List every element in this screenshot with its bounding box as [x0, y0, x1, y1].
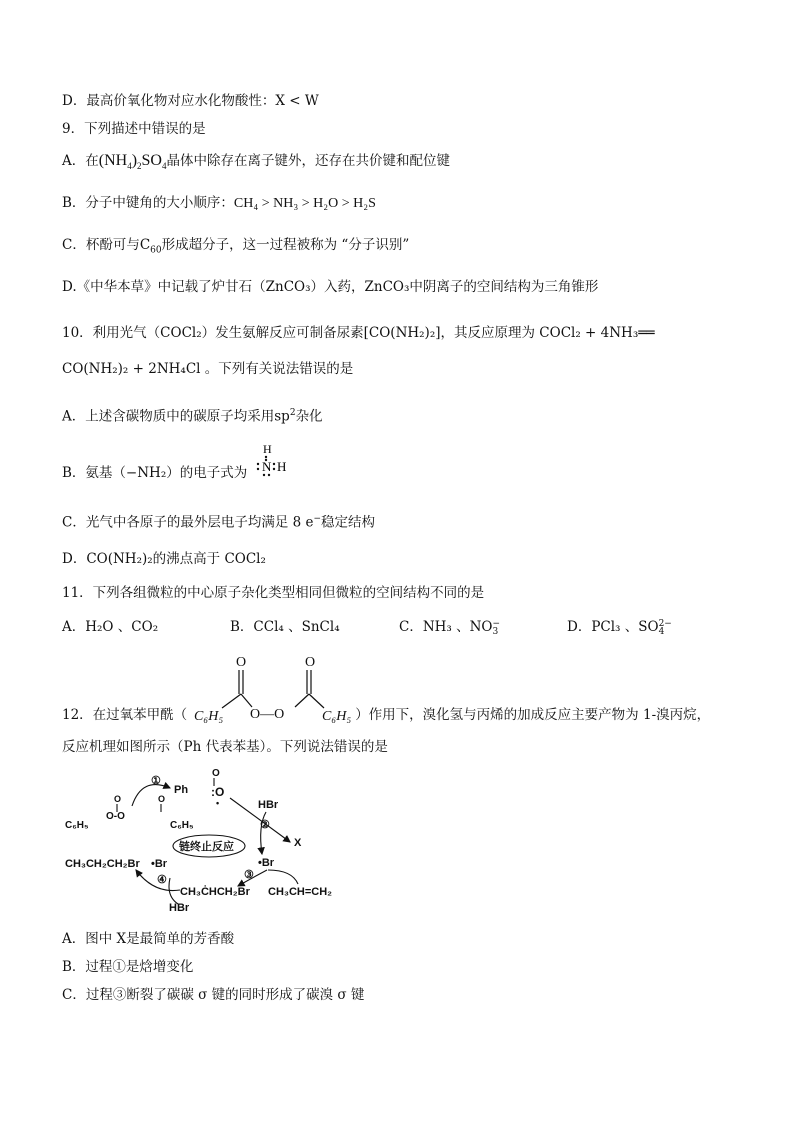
- q9-a-so-sub: 4: [161, 161, 167, 172]
- amino-dot: [273, 463, 275, 465]
- mech-x-label: X: [294, 837, 302, 849]
- q11-c-sup: −: [492, 618, 501, 629]
- amino-h-right: H: [277, 459, 287, 474]
- mech-br-left: •Br: [151, 858, 168, 870]
- mech-hbr-top: HBr: [258, 799, 279, 811]
- mech-hbr-bottom: HBr: [169, 902, 190, 914]
- q9-c-post: 形成超分子，这一过程被称为 “分子识别”: [161, 237, 410, 253]
- q11-d-pre: D．PCl₃ 、SO: [567, 619, 659, 635]
- q11-stem: 11．下列各组微粒的中心原子杂化类型相同但微粒的空间结构不同的是: [62, 585, 485, 601]
- q10-line1: 10．利用光气（COCl₂）发生氨解反应可制备尿素[CO(NH₂)₂]，其反应原理为 COCl₂ + 4NH₃══: [62, 325, 655, 341]
- mech-start-oo: O-O: [106, 811, 125, 822]
- mech-arrow-3-curve: [268, 870, 298, 884]
- amino-dot: [257, 468, 259, 470]
- q11-options: [62, 618, 742, 638]
- mech-ph-radical-o: O: [215, 785, 225, 799]
- q9-a-ion-sub: 4: [127, 161, 132, 172]
- q12-option-b: B．过程①是焓增变化: [62, 959, 194, 975]
- bond-right-o: [295, 694, 309, 707]
- bond-left: [222, 694, 241, 708]
- bond-right: [309, 694, 324, 708]
- q10-a-pre: A．上述含碳物质中的碳原子均采用sp: [62, 408, 290, 425]
- bond-left-o: [241, 694, 252, 707]
- amino-electron-dot-structure: [254, 440, 302, 480]
- q9-option-d: D.《中华本草》中记载了炉甘石（ZnCO₃）入药，ZnCO₃中阴离子的空间结构为三角锥形: [62, 279, 599, 295]
- q11-d-sub: 4: [658, 626, 665, 637]
- q11-c-sub: 3: [492, 626, 499, 637]
- mech-start-o-top-left: O: [114, 794, 122, 804]
- q9-c-sub: 60: [150, 245, 162, 256]
- q9-a-ion-sub2: 2: [137, 161, 142, 172]
- q10-c-post: 稳定结构: [321, 514, 376, 531]
- q10-option-c: [62, 510, 375, 532]
- q9-a-ion-close: ): [131, 152, 138, 169]
- mech-br-right: •Br: [258, 857, 275, 869]
- q10-a-sup: 2: [289, 408, 296, 418]
- q10-c-pre: C．光气中各原子的最外层电子均满足 8 e: [62, 514, 314, 531]
- peroxide-c6h5-left: C₆H₅: [194, 709, 224, 724]
- amino-dot: [263, 474, 265, 476]
- q10-b-text: B．氨基（−NH₂）的电子式为: [62, 465, 248, 481]
- mech-propene: CH₃CH=CH₂: [268, 886, 333, 898]
- q12-option-c: C．过程③断裂了碳碳 σ 键的同时形成了碳溴 σ 键: [62, 987, 365, 1003]
- benzoyl-peroxide-structure: [192, 650, 362, 730]
- peroxide-o1: O: [236, 655, 247, 670]
- q12-option-a: A．图中 X是最简单的芳香酸: [62, 931, 235, 947]
- q9-stem: 9．下列描述中错误的是: [62, 121, 206, 137]
- prev-d-letter: D．: [62, 93, 87, 109]
- amino-dot: [268, 474, 270, 476]
- q11-option-b: B．CCl₄ 、SnCl₄: [230, 619, 340, 635]
- q10-c-sup: −: [313, 514, 322, 524]
- q12-pre: 12．在过氧苯甲酰（: [62, 707, 188, 723]
- q12-line2: 反应机理如图所示（Ph 代表苯基）。下列说法错误的是: [62, 739, 388, 755]
- amino-dot: [257, 463, 259, 465]
- reaction-mechanism-diagram: [62, 766, 362, 916]
- q11-option-c: [399, 618, 500, 636]
- q11-d-sup: 2−: [658, 618, 672, 629]
- mech-step-1: ①: [151, 775, 161, 787]
- mech-termination: 链终止反应: [179, 841, 234, 853]
- mech-step-2: ②: [260, 819, 270, 831]
- peroxide-o-o: O—O: [250, 707, 285, 722]
- q9-b-expr: CH₄ > NH₃ > H₂O > H₂S: [233, 196, 376, 211]
- q11-c-pre: C．NH₃ 、NO: [399, 619, 493, 635]
- q10-option-a: [62, 404, 323, 426]
- q10-option-d: D．CO(NH₂)₂的沸点高于 COCl₂: [62, 551, 266, 567]
- q9-a-ion-text: (NH: [98, 152, 128, 169]
- peroxide-o2: O: [305, 655, 316, 670]
- mech-start-left: C₆H₅: [65, 820, 89, 831]
- amino-h-top: H: [263, 442, 272, 456]
- mech-product: CH₃CH₂CH₂Br: [65, 858, 140, 870]
- mech-step-4: ④: [157, 874, 167, 886]
- prev-d-text: 最高价氧化物对应水化物酸性：X < W: [86, 93, 319, 109]
- mech-ph-radical-dots: :: [211, 785, 215, 799]
- mech-start-right: C₆H₅: [170, 820, 194, 831]
- q12-post: ）作用下，溴化氢与丙烯的加成反应主要产物为 1-溴丙烷，: [355, 707, 711, 723]
- q9-a-post: 晶体中除存在离子键外，还存在共价键和配位键: [166, 153, 450, 169]
- q9-c-pre: C．杯酚可与C: [62, 237, 151, 253]
- mech-ph-radical-dot: •: [216, 798, 220, 808]
- q10-a-post: 杂化: [295, 408, 323, 425]
- q9-option-c: [62, 236, 409, 260]
- peroxide-c6h5-right: C₆H₅: [322, 709, 352, 724]
- q12-line1: [62, 706, 710, 724]
- q9-a-ion: [98, 152, 167, 172]
- mech-start-o-top-right: O: [158, 794, 166, 804]
- q9-a-pre: A．在: [62, 153, 99, 169]
- amino-n: N: [262, 459, 272, 474]
- mech-step-3: ③: [244, 869, 254, 881]
- q10-line2: CO(NH₂)₂ + 2NH₄Cl 。下列有关说法错误的是: [62, 361, 354, 377]
- amino-dot: [265, 456, 267, 458]
- q11-option-d: [567, 618, 672, 636]
- amino-dot: [273, 468, 275, 470]
- q9-option-a: [62, 152, 450, 175]
- q11-d-charge: [659, 620, 672, 636]
- prev-option-d: [62, 92, 319, 110]
- q11-option-a: A．H₂O 、CO₂: [62, 619, 159, 635]
- mech-ph: Ph: [174, 784, 189, 796]
- q9-option-b: [62, 194, 376, 213]
- q10-option-b: [62, 464, 247, 482]
- mech-intermediate: CH₃ĊHCH₂Br: [180, 886, 250, 898]
- q9-b-pre: B．分子中键角的大小顺序：: [62, 195, 234, 211]
- q11-c-charge: [493, 620, 501, 636]
- q9-a-so: SO: [141, 152, 162, 169]
- mech-ph-carbonyl-o: O: [212, 768, 220, 779]
